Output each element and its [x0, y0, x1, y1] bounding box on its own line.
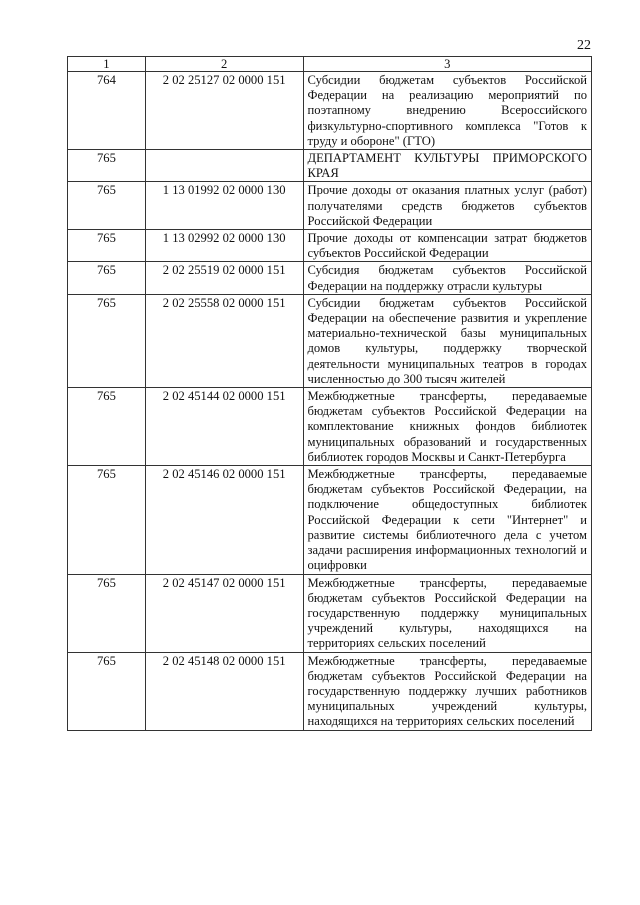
table-row — [68, 262, 592, 294]
revenue-name-cell: Межбюджетные трансферты, передаваемые бюджетам субъектов Российской Федерации на государственную поддержку лучших работников муниципальных учреждений культуры, находящихся на территориях сельских поселений — [303, 652, 592, 730]
revenue-code-cell: 1 13 02992 02 0000 130 — [145, 230, 303, 262]
revenue-code-cell: 2 02 45146 02 0000 151 — [145, 466, 303, 574]
table-row — [68, 150, 592, 182]
table-row — [68, 652, 592, 730]
revenue-code-cell: 2 02 45148 02 0000 151 — [145, 652, 303, 730]
table-row — [68, 574, 592, 652]
admin-code-cell: 765 — [68, 652, 146, 730]
revenue-name-cell: Прочие доходы от оказания платных услуг (работ) получателями средств бюджетов субъектов Российской Федерации — [303, 182, 592, 230]
column-header-admin: 1 — [68, 57, 146, 72]
table-header-row — [68, 57, 592, 72]
revenue-code-cell: 1 13 01992 02 0000 130 — [145, 182, 303, 230]
admin-code-cell: 764 — [68, 72, 146, 150]
department-name-cell: ДЕПАРТАМЕНТ КУЛЬТУРЫ ПРИМОРСКОГО КРАЯ — [303, 150, 592, 182]
column-header-code: 2 — [145, 57, 303, 72]
revenue-code-cell: 2 02 25519 02 0000 151 — [145, 262, 303, 294]
revenue-code-cell — [145, 150, 303, 182]
table-row — [68, 230, 592, 262]
admin-code-cell: 765 — [68, 182, 146, 230]
admin-code-cell: 765 — [68, 388, 146, 466]
admin-code-cell: 765 — [68, 466, 146, 574]
revenue-code-cell: 2 02 45147 02 0000 151 — [145, 574, 303, 652]
revenue-name-cell: Межбюджетные трансферты, передаваемые бюджетам субъектов Российской Федерации на комплектование книжных фондов библиотек муниципальных образований и государственных библиотек городов Москвы и Санкт-Петербурга — [303, 388, 592, 466]
table-row — [68, 466, 592, 574]
table-row — [68, 72, 592, 150]
revenue-name-cell: Межбюджетные трансферты, передаваемые бюджетам субъектов Российской Федерации на государственную поддержку муниципальных учреждений культуры, находящихся на территориях сельских поселений — [303, 574, 592, 652]
admin-code-cell: 765 — [68, 574, 146, 652]
revenue-code-cell: 2 02 25558 02 0000 151 — [145, 294, 303, 387]
admin-code-cell: 765 — [68, 150, 146, 182]
revenue-table — [67, 56, 592, 731]
admin-code-cell: 765 — [68, 294, 146, 387]
table-row — [68, 388, 592, 466]
admin-code-cell: 765 — [68, 262, 146, 294]
revenue-name-cell: Прочие доходы от компенсации затрат бюджетов субъектов Российской Федерации — [303, 230, 592, 262]
page-number: 22 — [577, 38, 591, 53]
revenue-name-cell: Субсидия бюджетам субъектов Российской Федерации на поддержку отрасли культуры — [303, 262, 592, 294]
revenue-name-cell: Субсидии бюджетам субъектов Российской Федерации на реализацию мероприятий по поэтапному внедрению Всероссийского физкультурно-спортивного комплекса "Готов к труду и обороне" (ГТО) — [303, 72, 592, 150]
table-row — [68, 182, 592, 230]
revenue-name-cell: Субсидии бюджетам субъектов Российской Федерации на обеспечение развития и укрепление материально-технической базы муниципальных домов культуры, поддержку творческой деятельности муниципальных театров в городах численностью до 300 тысяч жителей — [303, 294, 592, 387]
column-header-name: 3 — [303, 57, 592, 72]
revenue-code-cell: 2 02 45144 02 0000 151 — [145, 388, 303, 466]
table-row — [68, 294, 592, 387]
admin-code-cell: 765 — [68, 230, 146, 262]
revenue-code-cell: 2 02 25127 02 0000 151 — [145, 72, 303, 150]
revenue-name-cell: Межбюджетные трансферты, передаваемые бюджетам субъектов Российской Федерации, на подключение общедоступных библиотек Российской Федерации к сети "Интернет" и развитие системы библиотечного дела с учетом задачи расширения информационных технологий и оцифровки — [303, 466, 592, 574]
